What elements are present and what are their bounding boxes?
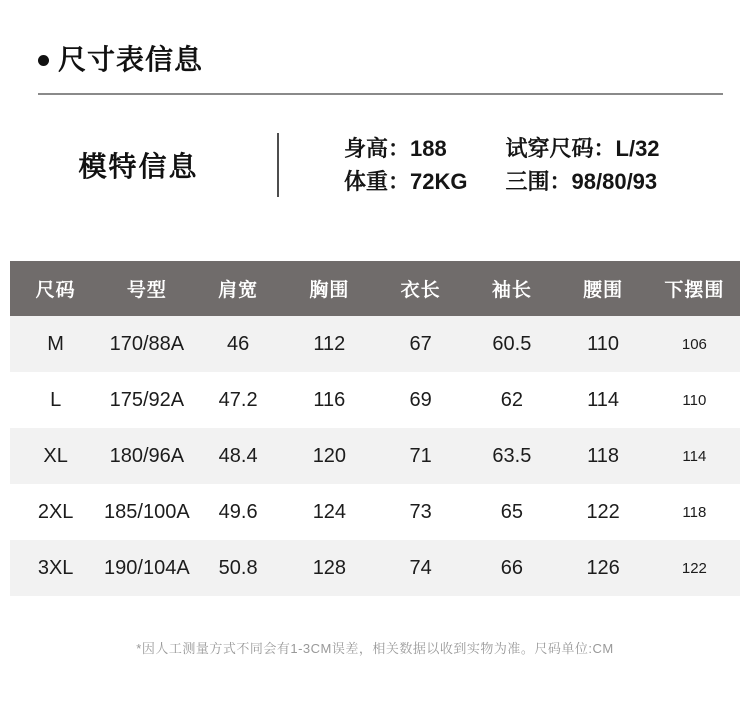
table-cell: 65 [500,500,523,523]
title-divider [38,93,723,95]
table-cell: 106 [681,335,707,353]
size-table [10,261,740,596]
column-header: 袖长 [491,280,532,301]
table-cell: 118 [682,503,707,521]
table-cell: 49.6 [218,500,258,523]
table-cell: 67 [409,332,432,355]
table-cell: 48.4 [218,444,258,467]
table-cell: 66 [500,556,523,579]
table-cell: 3XL [37,556,74,579]
table-cell: 62 [500,388,523,411]
table-cell: 60.5 [492,332,532,355]
table-cell: 114 [682,447,707,465]
table-cell: 175/92A [109,388,185,411]
bullet-icon [38,55,49,66]
table-cell: 110 [587,332,620,355]
footnote: *因人工测量方式不同会有1-3CM误差，相关数据以收到实物为准。尺码单位:CM [136,641,614,656]
table-cell: 180/96A [109,444,185,467]
table-cell: 114 [587,388,620,411]
table-cell: 122 [586,500,620,523]
table-cell: 110 [682,391,707,409]
column-header: 肩宽 [218,280,259,301]
table-cell: 74 [409,556,432,579]
table-cell: 71 [409,444,432,467]
model-info-field [344,165,468,198]
table-cell: 46 [227,332,250,355]
field-value: 72KG [410,169,468,194]
page-title: 尺寸表信息 [58,44,204,75]
column-header: 衣长 [400,280,441,301]
table-cell: 190/104A [104,556,190,579]
field-label: 三围： [505,169,572,194]
table-cell: 63.5 [492,444,532,467]
table-cell: 170/88A [109,332,185,355]
column-header: 尺码 [35,280,76,301]
model-info-divider [277,133,279,197]
table-cell: 112 [313,332,346,355]
table-cell: 118 [587,444,620,467]
model-info-field [344,132,468,165]
table-row [10,372,740,428]
section-title-row [38,44,750,76]
field-value: 98/80/93 [571,169,658,194]
size-table-body [10,316,740,596]
table-cell: 185/100A [104,500,190,523]
column-header: 腰围 [583,280,624,301]
table-cell: 120 [312,444,347,467]
table-cell: 47.2 [218,388,258,411]
table-cell: 128 [312,556,347,579]
field-label: 试穿尺码： [505,136,616,161]
field-label: 身高： [344,136,411,161]
table-cell: 69 [409,388,432,411]
table-cell: XL [43,444,68,467]
size-table-header-row [10,261,740,316]
table-row [10,484,740,540]
column-header: 号型 [126,280,167,301]
model-info-fields [344,132,660,198]
model-info-field [506,132,660,165]
table-cell: 73 [409,500,432,523]
column-header: 下摆围 [664,280,725,301]
table-cell: 124 [312,500,347,523]
column-header: 胸围 [309,280,350,301]
field-value: 188 [410,136,447,161]
table-cell: 50.8 [218,556,258,579]
table-cell: 126 [586,556,620,579]
model-info-section [0,132,750,198]
table-row [10,428,740,484]
table-cell: 122 [681,559,707,577]
table-row [10,540,740,596]
table-cell: M [47,332,64,355]
table-cell: L [50,388,62,411]
table-row [10,316,740,372]
model-info-heading: 模特信息 [78,151,199,182]
field-label: 体重： [344,169,411,194]
field-value: L/32 [615,136,660,161]
table-cell: 2XL [37,500,74,523]
table-cell: 116 [313,388,346,411]
size-chart-panel [0,44,750,702]
model-info-field [506,165,660,198]
